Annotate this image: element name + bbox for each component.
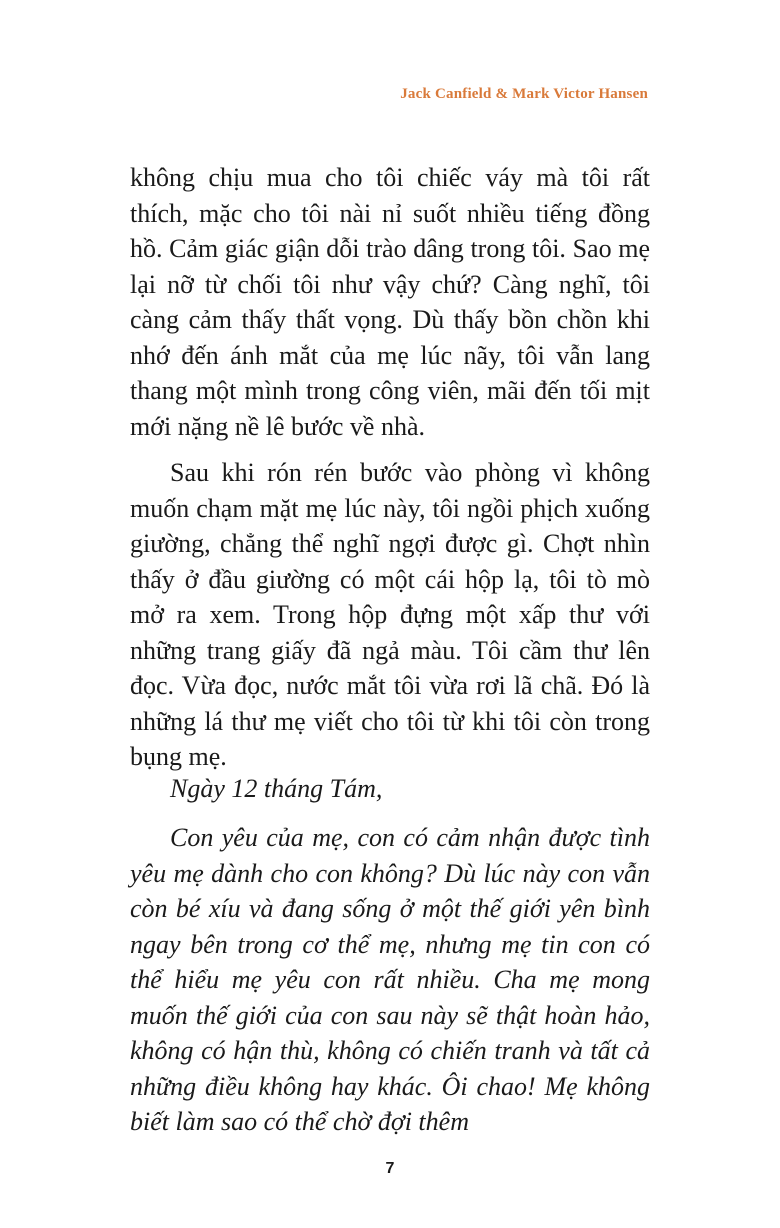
running-head-authors: Jack Canfield & Mark Victor Hansen [400, 86, 648, 102]
page-number: 7 [385, 1160, 395, 1177]
letter-date: Ngày 12 tháng Tám, [170, 774, 383, 803]
body-paragraph-2: Sau khi rón rén bước vào phòng vì không muốn chạm mặt mẹ lúc này, tôi ngồi phịch xuống giường, chẳng thể nghĩ ngợi được gì. Chợt nhìn thấy ở đầu giường có một cái hộp lạ, tôi tò mò mở ra xem. Trong hộp đựng một xấp thư với những trang giấy đã ngả màu. Tôi cầm thư lên đọc. Vừa đọc, nước mắt tôi vừa rơi lã chã. Đó là những lá thư mẹ viết cho tôi từ khi tôi còn trong bụng mẹ. [130, 458, 650, 771]
letter-body: Con yêu của mẹ, con có cảm nhận được tình yêu mẹ dành cho con không? Dù lúc này con vẫn còn bé xíu và đang sống ở một thế giới yên bình ngay bên trong cơ thể mẹ, nhưng mẹ tin con có thể hiểu mẹ yêu con rất nhiều. Cha mẹ mong muốn thế giới của con sau này sẽ thật hoàn hảo, không có hận thù, không có chiến tranh và tất cả những điều không hay khác. Ôi chao! Mẹ không biết làm sao có thể chờ đợi thêm [130, 823, 650, 1136]
body-paragraph-1: không chịu mua cho tôi chiếc váy mà tôi rất thích, mặc cho tôi nài nỉ suốt nhiều tiếng đồng hồ. Cảm giác giận dỗi trào dâng trong tôi. Sao mẹ lại nỡ từ chối tôi như vậy chứ? Càng nghĩ, tôi càng cảm thấy thất vọng. Dù thấy bồn chồn khi nhớ đến ánh mắt của mẹ lúc nãy, tôi vẫn lang thang một mình trong công viên, mãi đến tối mịt mới nặng nề lê bước về nhà. [130, 163, 650, 441]
